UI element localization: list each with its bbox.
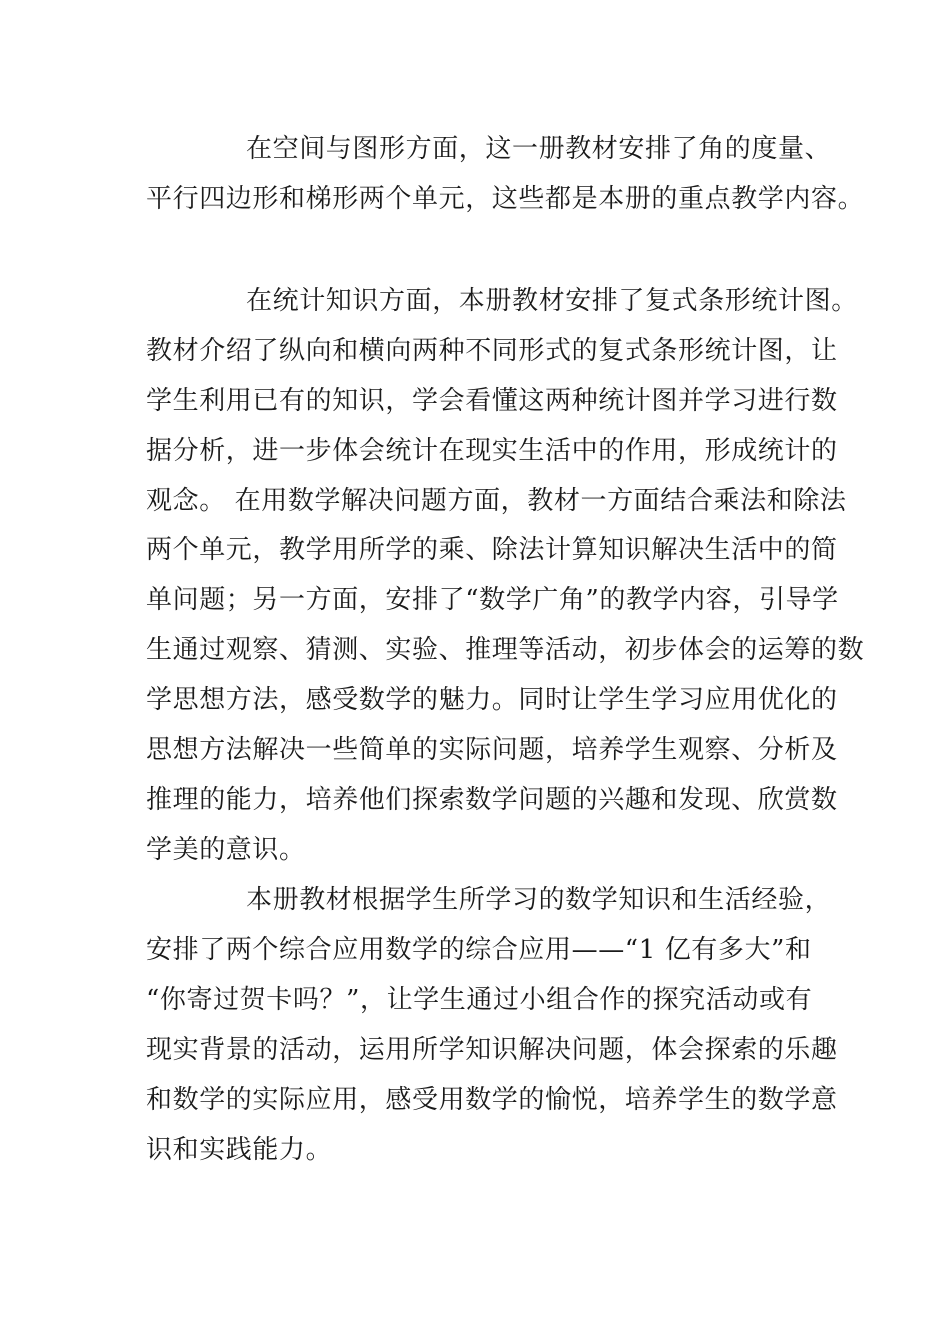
text-line: 据分析，进一步体会统计在现实生活中的作用，形成统计的 — [146, 436, 838, 466]
text-line: 本册教材根据学生所学习的数学知识和生活经验， — [246, 885, 832, 915]
text-line: 思想方法解决一些简单的实际问题，培养学生观察、分析及 — [146, 735, 838, 765]
text-line: 识和实践能力。 — [146, 1135, 333, 1165]
text-line: 单问题；另一方面，安排了“数学广角”的教学内容，引导学 — [146, 585, 839, 615]
text-line: 和数学的实际应用，感受用数学的愉悦，培养学生的数学意 — [146, 1085, 838, 1115]
text-line: 生通过观察、猜测、实验、推理等活动，初步体会的运筹的数 — [146, 635, 865, 665]
text-line: 学美的意识。 — [146, 835, 306, 865]
text-line: 教材介绍了纵向和横向两种不同形式的复式条形统计图，让 — [146, 336, 838, 366]
text-line: 平行四边形和梯形两个单元，这些都是本册的重点教学内容。 — [146, 184, 865, 214]
text-line: 在空间与图形方面，这一册教材安排了角的度量、 — [246, 134, 832, 164]
text-line: 学生利用已有的知识，学会看懂这两种统计图并学习进行数 — [146, 386, 838, 416]
text-line: 学思想方法，感受数学的魅力。同时让学生学习应用优化的 — [146, 685, 838, 715]
text-line: 两个单元，教学用所学的乘、除法计算知识解决生活中的简 — [146, 535, 838, 565]
text-line: “你寄过贺卡吗？”，让学生通过小组合作的探究活动或有 — [146, 985, 813, 1015]
text-line: 在统计知识方面，本册教材安排了复式条形统计图。 — [246, 286, 858, 316]
text-line: 现实背景的活动，运用所学知识解决问题，体会探索的乐趣 — [146, 1035, 838, 1065]
text-line: 推理的能力，培养他们探索数学问题的兴趣和发现、欣赏数 — [146, 785, 838, 815]
text-line: 安排了两个综合应用数学的综合应用——“1 亿有多大”和 — [146, 935, 812, 965]
text-line: 观念。 在用数学解决问题方面，教材一方面结合乘法和除法 — [146, 486, 847, 516]
